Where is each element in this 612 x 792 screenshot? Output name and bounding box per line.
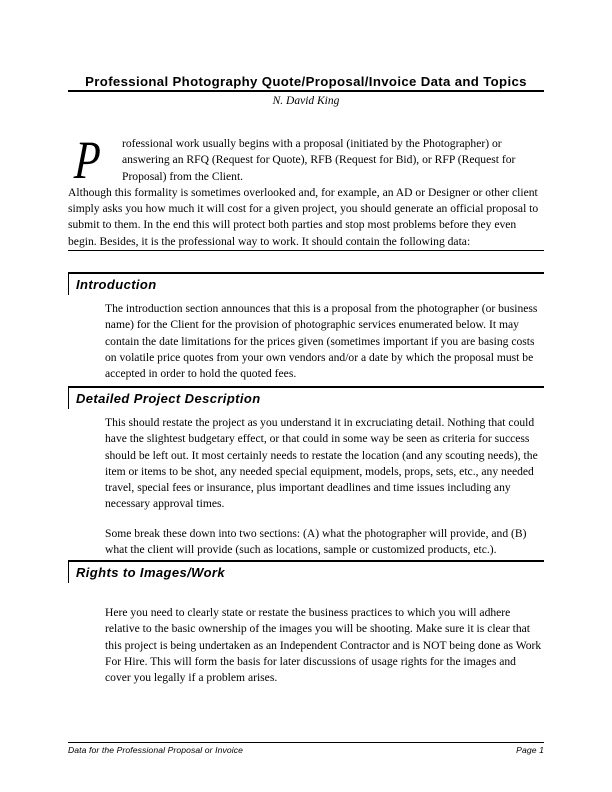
- intro-hanging-lines: rofessional work usually begins with a proposal (initiated by the Photographer) or answering an RFQ (Request for Quote), RFB (Request for Bid), or RFP (Request for Proposal) from the Client.: [122, 137, 516, 183]
- intro-remaining-lines: Although this formality is sometimes overlooked and, for example, an AD or Designer or other client simply asks you how much it will cost for a given project, you should generate an official proposal to submit to them. In the end this will protect both parties and stop most problems before they even begin. Besides, it is the professional way to work. It should contain the following data:: [68, 185, 539, 248]
- page-title: Professional Photography Quote/Proposal/Invoice Data and Topics: [85, 74, 527, 89]
- section-heading-box: [68, 272, 544, 295]
- title-block: [68, 74, 544, 108]
- footer-page-number: Page 1: [516, 745, 544, 755]
- footer-row: [68, 745, 544, 755]
- section-body: [68, 409, 544, 558]
- section-paragraph: Here you need to clearly state or restate the business practices to which you will adhere relative to the basic ownership of the images you will be shooting. Make sure it is clear that this project is being undertaken as an Independent Contractor and is NOT being done as Work For Hire. This will form the basis for later discussions of usage rights for the images and cover you legally if a problem arises.: [105, 606, 542, 685]
- section-paragraph: Some break these down into two sections: (A) what the photographer will provide, and (B) what the client will provide (such as locations, sample or customized products, etc.).: [105, 526, 527, 557]
- intro-block: [68, 130, 544, 250]
- intro-paragraph: [68, 130, 544, 250]
- author-byline: N. David King: [272, 95, 340, 107]
- section-paragraph: This should restate the project as you understand it in excruciating detail. Nothing that could have the slightest budgetary effect, or that could in some way be seen as criteria for success should be left out. It most certainly needs to restate the location (and any scouting needs), the item or items to be shot, any needed special equipment, models, props, sets, etc., any needed travel, special fees or insurance, plus important deadlines and time issues including any necessary approval times.: [105, 416, 538, 511]
- footer-divider-rule: [68, 742, 544, 743]
- footer-left-text: Data for the Professional Proposal or Invoice: [68, 745, 244, 755]
- section-heading-box: [68, 560, 544, 583]
- section-heading-label: Detailed Project Description: [76, 391, 261, 406]
- section-body: [68, 295, 544, 382]
- section-body: [68, 583, 544, 686]
- page-footer: [68, 742, 544, 755]
- section-detailed-project-description: [68, 386, 544, 558]
- section-heading-label: Introduction: [76, 277, 157, 292]
- drop-cap-letter: P: [72, 130, 102, 190]
- intro-divider-rule: [68, 250, 544, 251]
- section-heading-label: Rights to Images/Work: [76, 565, 226, 580]
- section-heading-box: [68, 386, 544, 409]
- section-paragraph: The introduction section announces that this is a proposal from the photographer (or business name) for the Client for the provision of photographic services enumerated below. It may contain the date limitations for the prices given (sometimes important if you are basing costs on volatile price quotes from your own vendors and/or a date by which the proposal must be accepted in order to hold the quoted fees.: [105, 302, 538, 381]
- section-rights-to-images-work: [68, 560, 544, 686]
- title-underline-rule: [68, 90, 544, 92]
- section-introduction: [68, 272, 544, 382]
